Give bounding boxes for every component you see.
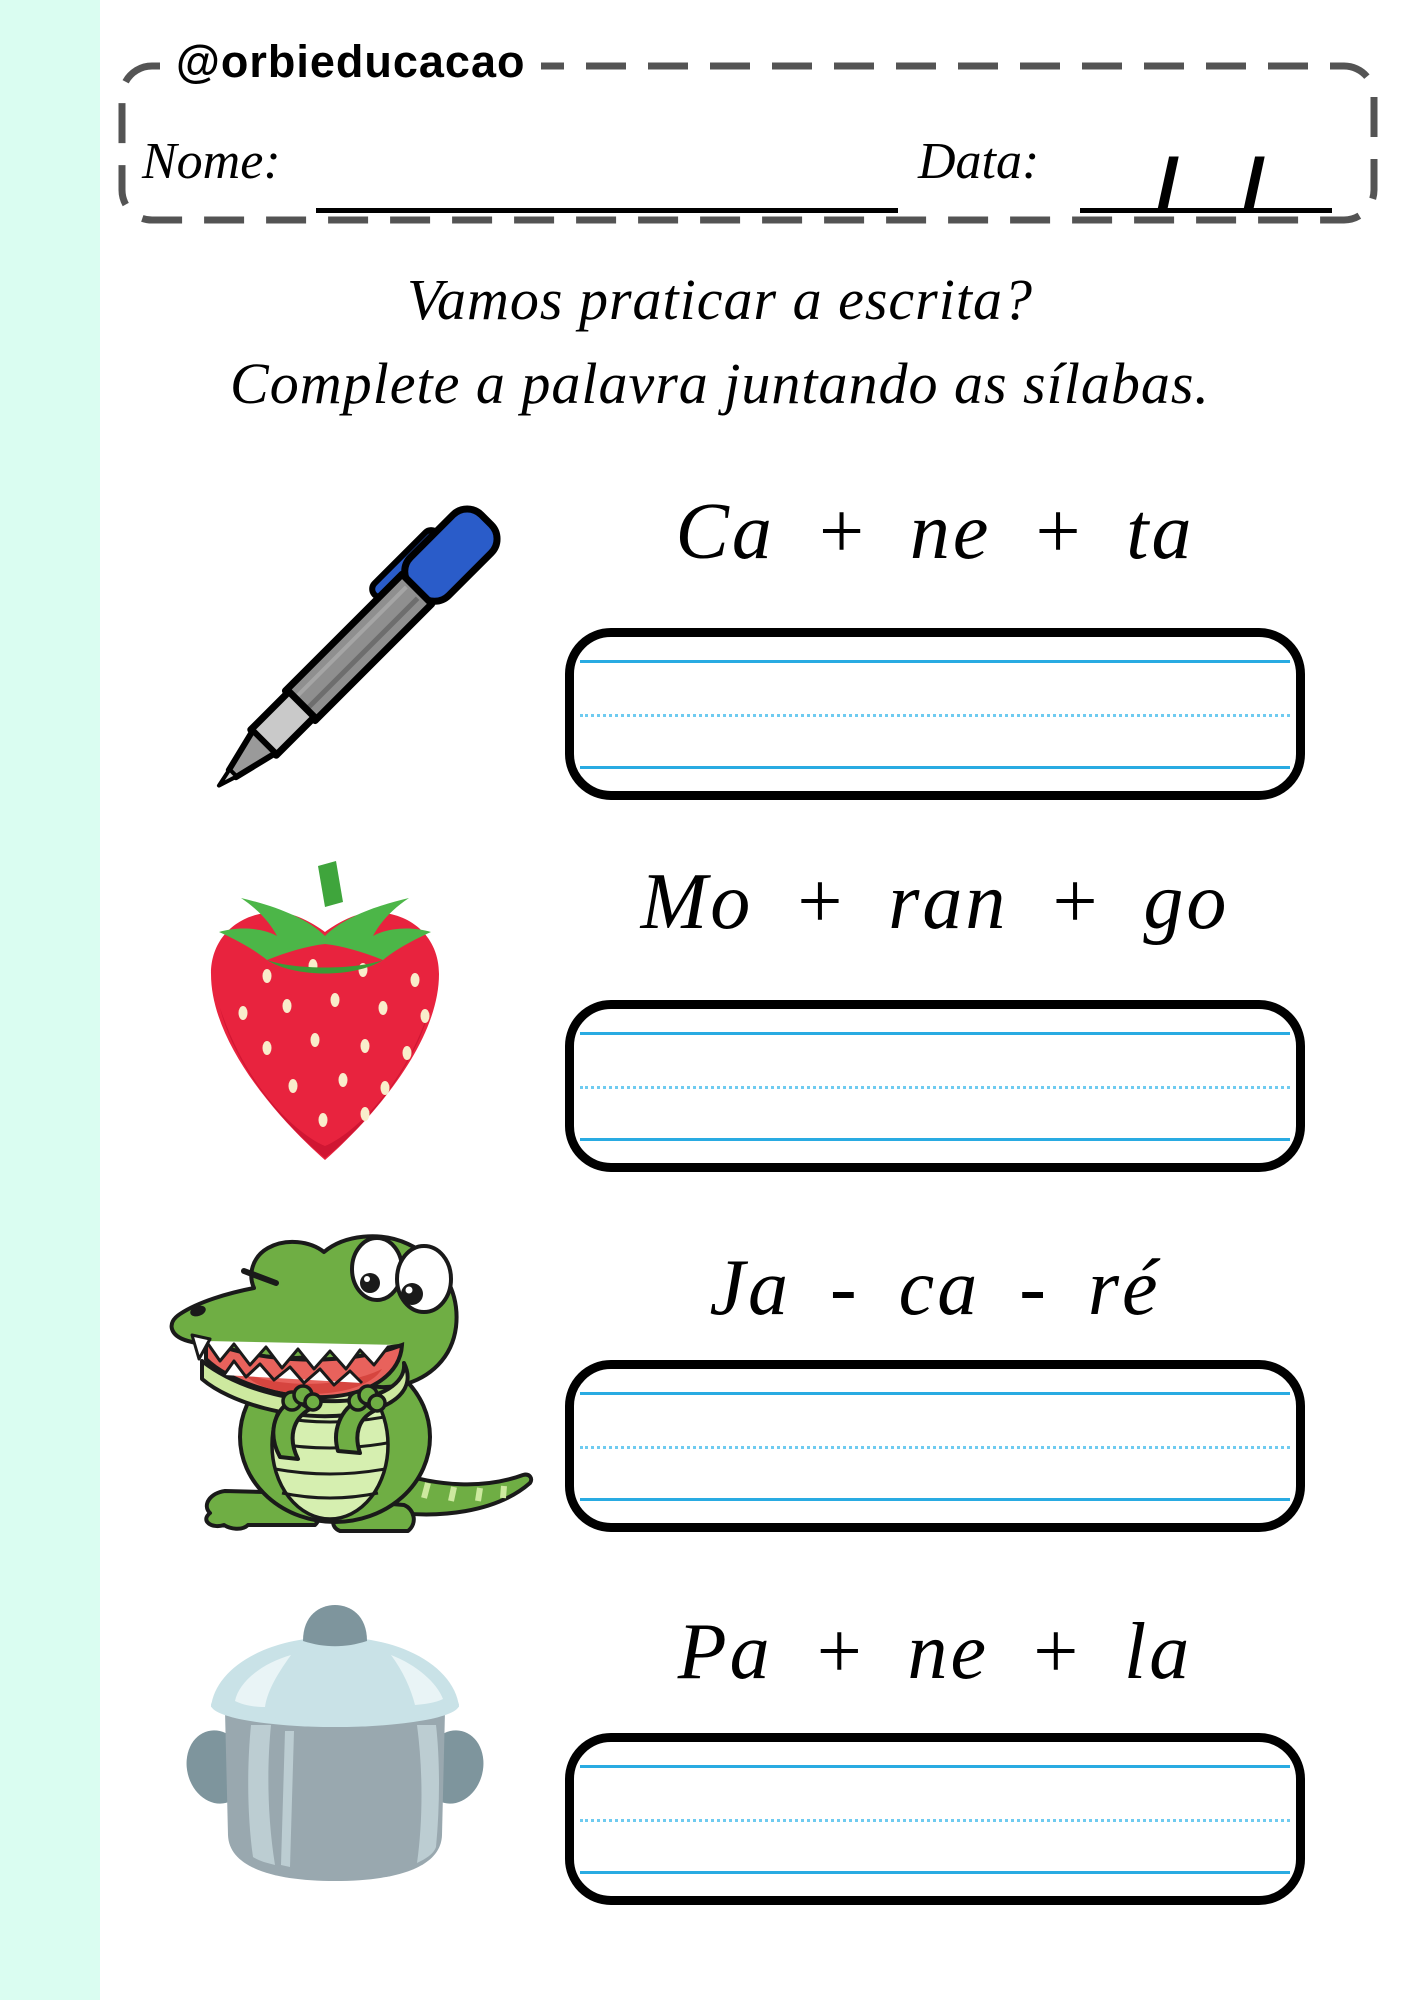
guide-line-middle xyxy=(580,1086,1290,1089)
guide-line-bottom xyxy=(580,1138,1290,1141)
guide-line-middle xyxy=(580,714,1290,717)
pot-image xyxy=(155,1585,515,1910)
date-slash: / xyxy=(1156,145,1180,225)
writing-box[interactable] xyxy=(565,1360,1305,1532)
writing-box[interactable] xyxy=(565,1000,1305,1172)
guide-line-top xyxy=(580,1765,1290,1768)
writing-box[interactable] xyxy=(565,628,1305,800)
pen-image xyxy=(150,490,530,815)
syllables-text: Ja - ca - ré xyxy=(709,1244,1161,1332)
name-input-line[interactable] xyxy=(316,208,898,213)
pot-icon xyxy=(155,1585,515,1905)
syllables-text: Pa + ne + la xyxy=(677,1608,1193,1696)
guide-line-bottom xyxy=(580,1498,1290,1501)
syllables-text: Ca + ne + ta xyxy=(675,488,1195,576)
guide-line-bottom xyxy=(580,766,1290,769)
guide-line-middle xyxy=(580,1446,1290,1449)
guide-line-top xyxy=(580,1032,1290,1035)
pen-icon xyxy=(150,490,530,810)
strawberry-icon xyxy=(175,848,475,1178)
crocodile-image xyxy=(140,1195,540,1550)
syllables-text: Mo + ran + go xyxy=(640,858,1230,946)
crocodile-icon xyxy=(140,1195,540,1545)
writing-box[interactable] xyxy=(565,1733,1305,1905)
title-instruction: Complete a palavra juntando as sílabas. xyxy=(230,351,1210,416)
strawberry-image xyxy=(175,848,475,1183)
date-slash: / xyxy=(1242,145,1266,225)
title-question: Vamos praticar a escrita? xyxy=(407,267,1033,332)
left-accent-strip xyxy=(0,0,100,2000)
guide-line-bottom xyxy=(580,1871,1290,1874)
date-input-line[interactable] xyxy=(1080,145,1332,225)
guide-line-middle xyxy=(580,1819,1290,1822)
worksheet-header xyxy=(118,36,1378,225)
guide-line-top xyxy=(580,1392,1290,1395)
guide-line-top xyxy=(580,660,1290,663)
date-label: Data: xyxy=(918,133,1040,190)
name-label: Nome: xyxy=(142,133,281,190)
instagram-handle: @orbieducacao xyxy=(160,36,541,88)
